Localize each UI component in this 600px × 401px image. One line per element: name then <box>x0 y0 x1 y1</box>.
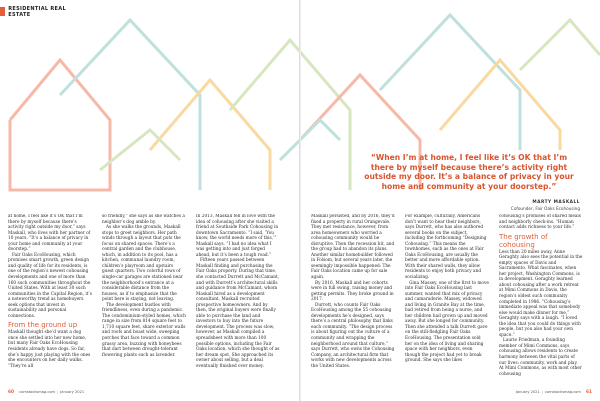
pull-quote-name: MARTY MASKALL <box>532 199 580 205</box>
section-tag <box>0 7 80 16</box>
article-column-4 <box>311 214 395 386</box>
paragraph: By 2016, Maskall and her cohorts were in full swing, raising money and getting permits. They broke ground in 2017. <box>311 280 394 303</box>
footer-separator: | <box>541 390 543 394</box>
article-column-3 <box>196 214 280 386</box>
section-tag-label: RESIDENTIAL REAL ESTATE <box>8 5 66 18</box>
pull-quote <box>358 153 580 211</box>
footer-separator <box>583 390 584 394</box>
footer-separator: | <box>57 390 59 394</box>
paragraph: Maskall persisted, and by 2016, they’d fixed a property in rural Orangevale. They met resistance, however, from area homeowners who worried a cohousing community would be disruptive. Then the recession hit, and the group had to abandon its plans. Another similar homebuilder followed in Folsom, but several years later, the seemingly impossible happened: The Fair Oaks location came up for sale again. <box>311 214 395 281</box>
paragraph: so friendly,” she says as she watches a neighbor’s dog amble by. <box>102 214 185 225</box>
subheading: From the ground up <box>8 321 78 330</box>
paragraph: Less than 20 miles away, Anne Geraghty also sees the potential in the empty spaces of Davis and Sacramento. What fascinates, when her project, Washington Commons, is in development. Geraghty learned about cohousing after a work retreat at Mimi Commons in Davis, the region’s oldest such community completed in 1986. “Cohousing’s immediate appeal was that somebody else would make dinner for me,” Geraghty says with a laugh. “I loved the idea that you could do things with people, but you also had your own space.” <box>499 249 583 338</box>
page-number: 60 <box>8 389 14 395</box>
paragraph: In 2013, Maskall fell in love with the idea of cohousing after she visited a friend at Southside Park Cohousing in downtown Sacramento. “I said, ‘You know, the world needs more of this,’” Maskall says. “I had no idea what I was getting into and just forged ahead, but it’s been a tough road.” <box>196 214 279 258</box>
footer-site[interactable]: comstocksmag.com <box>19 390 56 394</box>
article-column-2 <box>102 214 186 386</box>
paragraph: For example, culturally, Americans don’t want to hear their neighbors, says Durrett, who has also authored several books on the subject, including the forthcoming “Designing Cohousing.” This means the townhomes, such as the ones at Fair Oaks EcoHousing, are usually the better and more affordable option. With their shared walls, they allow residents to enjoy both privacy and socializing. <box>405 214 487 281</box>
paragraph: Fair Oaks EcoHousing, which promises smart growth, green design and quality of life for its residents, is one of the region’s newest cohousing developments and one of more than 160 such communities throughout the United States. With at least 30 such communities in the Capital Region, it’s a noteworthy trend as homebuyers seek options that invest in sustainability and personal connections. <box>8 252 92 319</box>
paragraph: at home, I feel like it’s OK that I’m there by myself because there’s activity right outside my door,” says Maskall, who lives with her partner of 10 years. “It’s a balance of privacy in your home and community at your doorstep.” <box>8 214 91 253</box>
paragraph: Laurie Friedman, a founding member of Mimi Commons, says cohousing allows residents to create harmony between the vital parts of our lives: community, work and play. At Mimi Commons, as with most other cohousing <box>499 338 582 377</box>
article-column-6 <box>499 214 583 386</box>
footer-right <box>516 389 592 395</box>
footer-date: January 2021 <box>515 390 540 394</box>
paragraph: Durrett, who counts Fair Oaks EcoHousing among the 55 cohousing developments he’s designed, says there’s a central philosophy that links each community. “The design process is about figuring out the culture of a community and wrapping the neighborhood around that culture,” says Durrett, who owns the Cohousing Company, an architectural firm that works with new developments across the United States. <box>311 302 395 369</box>
paragraph: The development bustles with friendliness, even during a pandemic. The condominium-styled homes, which range in size from 814 square feet to 1,710 square feet, share exterior walls and roofs and boast wide, sweeping porches that face toward a common grassy area, buzzing with honeybees that dart between drought-tolerant flowering plants such as lavender. <box>102 302 186 358</box>
paragraph: Fifteen years passed between Maskall finding and purchasing the Fair Oaks property. During that time, she contacted Durrett and McCamant, and with Durrett’s architectural skills and guidance from McCamant, whom Maskall hired as a development consultant, Maskall recruited prospective homeowners. And by then, the original buyers were finally able to purchase the land and investors to buy into the future development. The process was slow, however, as Maskall compiled a spreadsheet with more than 100 possible options, including the Fair Oaks location, which she thought of as her dream spot. She approached its owner about selling, but a deal eventually finished over money. <box>196 258 280 369</box>
pull-quote-role: Cofounder, Fair Oaks Ecohousing <box>510 205 580 211</box>
footer-date: January 2021 <box>60 390 85 394</box>
article-column-5 <box>405 214 489 386</box>
paragraph: Maskall thought she’d want a dog once she settled into her new home, but many Fair Oaks EcoHousing residents already have dogs. So far, she’s happy just playing with the ones she encounters on her daily walks. “They’re all <box>8 330 91 369</box>
paragraph: Gina Massey, one of the first to move into Fair Oaks EcoHousing last summer, wanted that mix of privacy and camaraderie. Massey, widowed and living in Granite Bay at the time, had retired from being a nurse, and her children had grown up and moved away. But she longed for community. Then she attended a talk Durrett gave on the still-fledgling Fair Oaks EcoHousing. The presentation sold her on the idea of living and sharing space with her neighbors, even though the project had yet to break ground. She says she likes <box>405 280 489 364</box>
subheading: The growth of cohousing <box>499 232 548 249</box>
page-gutter <box>299 0 301 401</box>
article-column-1 <box>8 214 92 386</box>
page-number: 61 <box>586 389 592 395</box>
footer-left <box>8 389 84 395</box>
pull-quote-text: “When I’m at home, I feel like it’s OK that I’m there by myself because there’s activity right outside my door. It’s a balance of privacy in your home and community at your doorstep.” <box>364 153 574 192</box>
paragraph: cohousing’s promises of shared meals and neighborly check-ins. “Human contact adds richness to your life.” <box>499 214 581 231</box>
footer-site[interactable]: comstocksmag.com <box>544 390 581 394</box>
footer-separator <box>16 390 17 394</box>
paragraph: As she walks the grounds, Maskall stops to greet neighbors. Her path winds through a layout that puts the focus on shared spaces. There’s a central garden and the clubhouse, which, in addition to its pool, has a kitchen, communal laundry room, children’s playroom and upstairs guest quarters. Two colorful rows of single-car garages are stationed near the neighborhood’s entrance at a considerable distance from the houses, as if to emphasize that the point here is staying, not leaving. <box>102 225 183 303</box>
section-tag-bar <box>0 7 5 16</box>
